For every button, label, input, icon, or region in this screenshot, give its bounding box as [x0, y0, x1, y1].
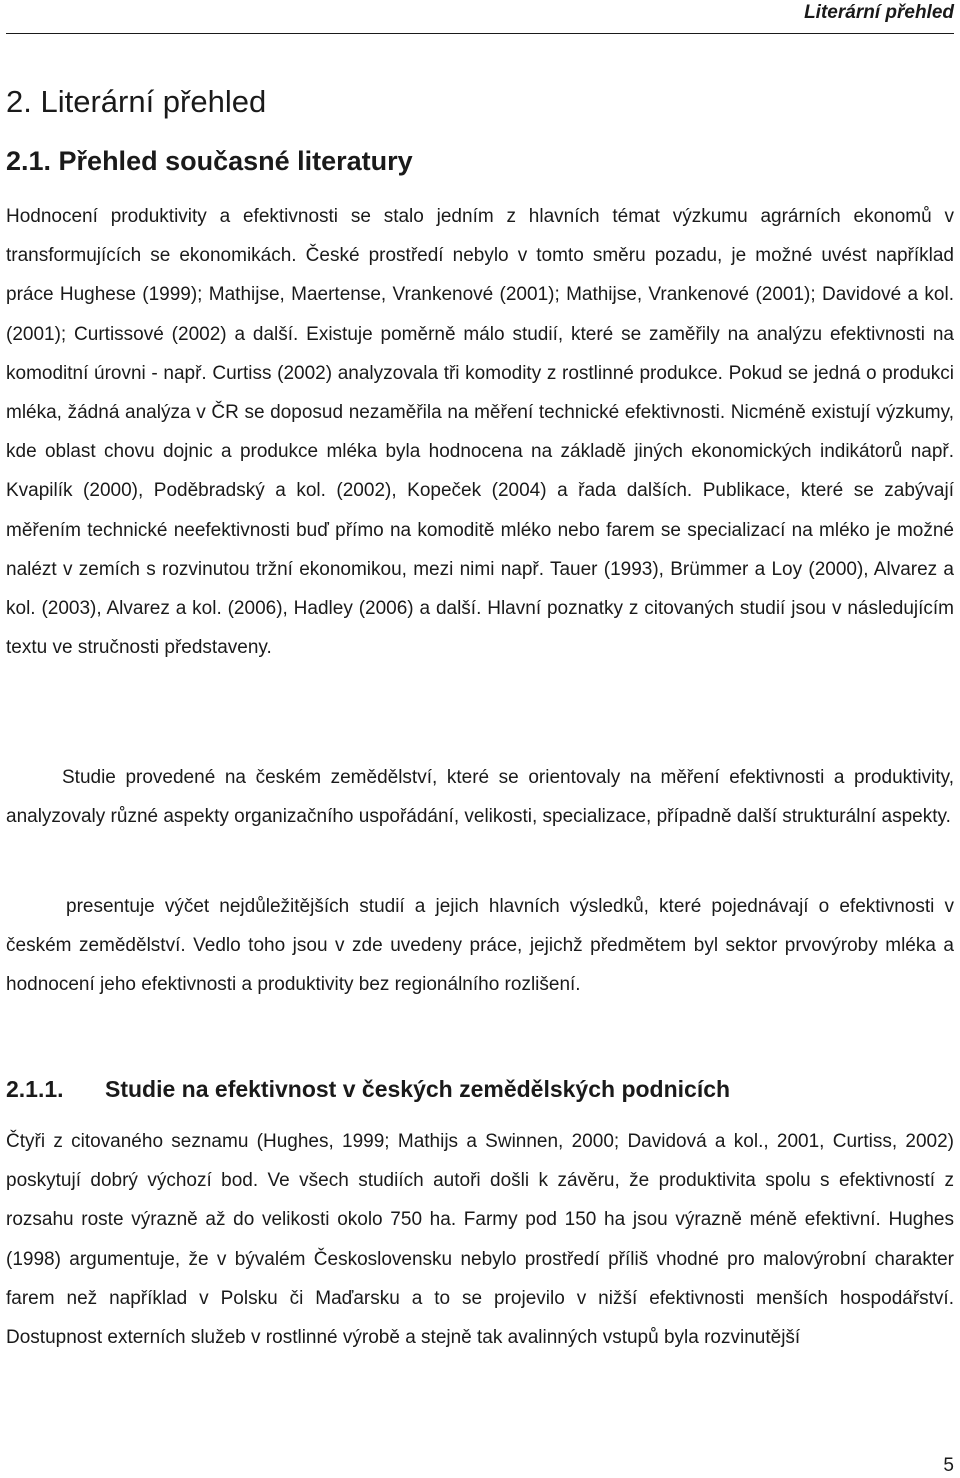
- subsubsection-title: Studie na efektivnost v českých zemědělských podnicích: [105, 1076, 731, 1102]
- section-heading: 2. Literární přehled: [6, 84, 267, 119]
- body-paragraph: Čtyři z citovaného seznamu (Hughes, 1999; Mathijs a Swinnen, 2000; Davidová a kol., 2001, Curtiss, 2002) poskytují dobrý výchozí bod. Ve všech studiích autoři došli k závěru, že produktivita spolu s efektivností z rozsahu roste výrazně až do velikosti okolo 750 ha. Farmy pod 150 ha jsou výrazně méně efektivní. Hughes (1998) argumentuje, že v bývalém Československu nebylo prostředí příliš vhodné pro malovýrobní charakter farem než například v Polsku či Maďarsku a to se projevilo v nižší efektivnosti menších hospodářství. Dostupnost externích služeb v rostlinné výrobě a stejně tak avalinných vstupů byla rozvinutější: [6, 1131, 954, 1349]
- subsubsection-heading: [6, 1073, 954, 1105]
- body-paragraph: Hodnocení produktivity a efektivnosti se stalo jedním z hlavních témat výzkumu agrárních ekonomů v transformujících se ekonomikách. České prostředí nebylo v tomto směru pozadu, je možné uvést například práce Hughese (1999); Mathijse, Maertense, Vrankenové (2001); Mathijse, Vrankenové (2001); Davidové a kol. (2001); Curtissové (2002) a další. Existuje poměrně málo studií, které se zaměřily na analýzu efektivnosti na komoditní úrovni - např. Curtiss (2002) analyzovala tři komodity z rostlinné produkce. Pokud se jedná o produkci mléka, žádná analýza v ČR se doposud nezaměřila na měření technické efektivnosti. Nicméně existují výzkumy, kde oblast chovu dojnic a produkce mléka byla hodnocena na základě jiných ekonomických indikátorů např. Kvapilík (2000), Poděbradský a kol. (2002), Kopeček (2004) a řada dalších. Publikace, které se zabývají měřením technické neefektivnosti buď přímo na komoditě mléko nebo farem se specializací na mléko je možné nalézt v zemích s rozvinutou tržní ekonomikou, mezi nimi např. Tauer (1993), Brümmer a Loy (2000), Alvarez a kol. (2003), Alvarez a kol. (2006), Hadley (2006) a další. Hlavní poznatky z citovaných studií jsou v následujícím textu ve stručnosti představeny.: [6, 206, 954, 659]
- subsubsection-number: 2.1.1.: [6, 1076, 64, 1102]
- body-paragraph: presentuje výčet nejdůležitějších studií a jejich hlavních výsledků, které pojednávají o efektivnosti v českém zemědělství. Vedlo toho jsou v zde uvedeny práce, jejichž předmětem byl sektor prvovýroby mléka a hodnocení jeho efektivnosti a produktivity bez regionálního rozlišení.: [6, 896, 954, 996]
- header-divider: [6, 33, 954, 34]
- subsection-heading: 2.1. Přehled současné literatury: [6, 146, 413, 176]
- body-paragraph: Studie provedené na českém zemědělství, které se orientovaly na měření efektivnosti a produktivity, analyzovaly různé aspekty organizačního uspořádání, velikosti, specializace, případně další strukturální aspekty.: [6, 767, 954, 828]
- page-number: 5: [943, 1455, 954, 1476]
- running-header: Literární přehled: [804, 2, 954, 23]
